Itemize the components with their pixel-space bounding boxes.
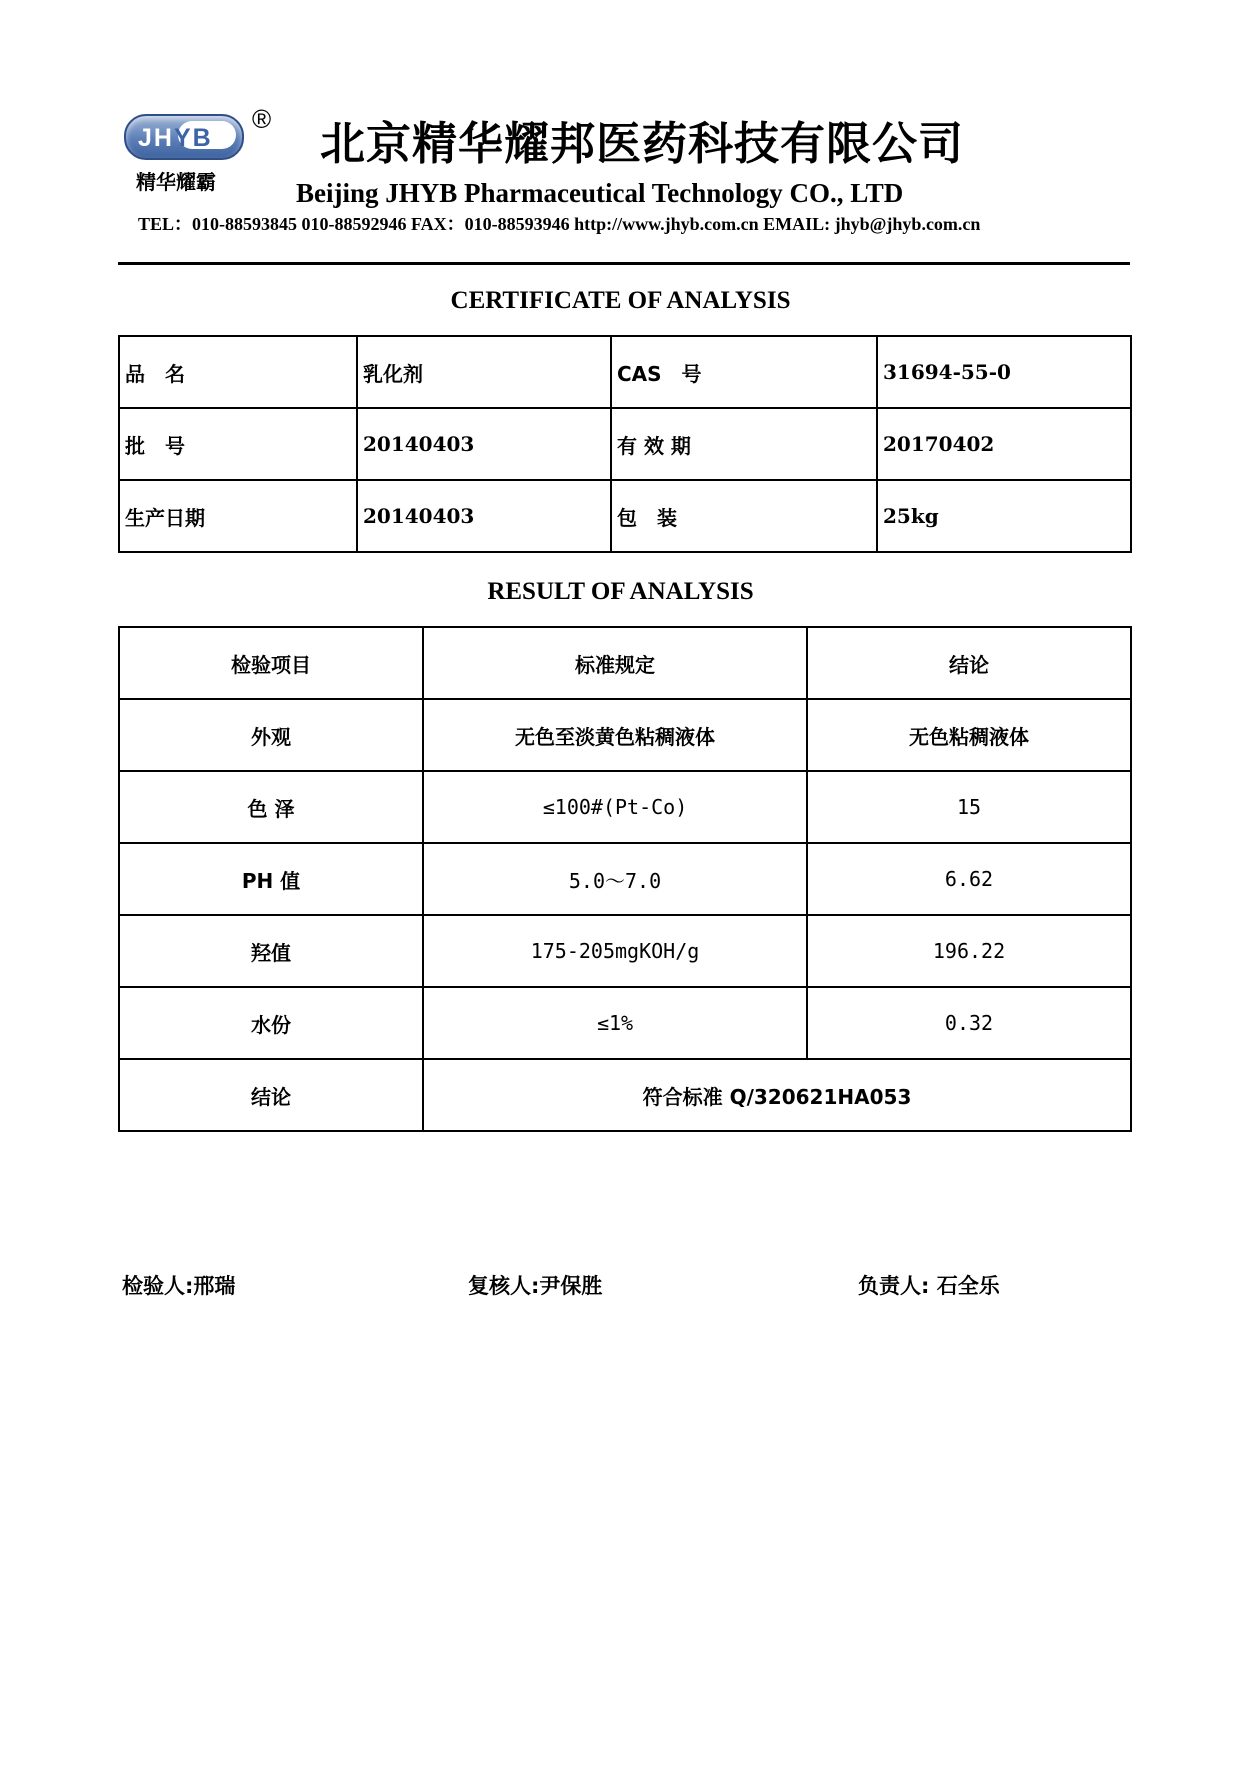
signature-reviewer: 复核人:尹保胜	[468, 1274, 603, 1298]
test-result: 6.62	[807, 843, 1131, 915]
header-divider	[118, 262, 1130, 265]
info-label-production-date: 生产日期	[119, 480, 357, 552]
registered-mark: ®	[252, 104, 272, 134]
info-label-product-name: 品 名	[119, 336, 357, 408]
info-value-cas: 31694-55-0	[877, 336, 1131, 408]
conclusion-row	[119, 1059, 1131, 1131]
header-standard: 标准规定	[423, 627, 807, 699]
test-standard: ≤100#(Pt-Co)	[423, 771, 807, 843]
signature-responsible: 负责人: 石全乐	[858, 1274, 1000, 1298]
header-test-item: 检验项目	[119, 627, 423, 699]
info-value-batch: 20140403	[357, 408, 611, 480]
certificate-title: CERTIFICATE OF ANALYSIS	[450, 287, 791, 314]
company-logo	[118, 104, 288, 204]
test-result: 196.22	[807, 915, 1131, 987]
test-result: 15	[807, 771, 1131, 843]
test-item: 色 泽	[119, 771, 423, 843]
conclusion-label: 结论	[119, 1059, 423, 1131]
test-item: PH 值	[119, 843, 423, 915]
signature-inspector: 检验人:邢瑞	[122, 1274, 236, 1298]
test-standard: ≤1%	[423, 987, 807, 1059]
info-value-expiry: 20170402	[877, 408, 1131, 480]
table-row	[119, 771, 1131, 843]
results-header-row	[119, 627, 1131, 699]
logo-text-white: JH	[138, 124, 174, 152]
table-row	[119, 843, 1131, 915]
logo-text-blue: YB	[173, 124, 213, 152]
info-value-production-date: 20140403	[357, 480, 611, 552]
table-row	[119, 699, 1131, 771]
test-result: 0.32	[807, 987, 1131, 1059]
test-item: 水份	[119, 987, 423, 1059]
info-value-product-name: 乳化剂	[357, 336, 611, 408]
info-label-package: 包 装	[611, 480, 877, 552]
info-value-package: 25kg	[877, 480, 1131, 552]
product-info-table	[118, 335, 1132, 553]
table-row	[119, 987, 1131, 1059]
test-item: 羟值	[119, 915, 423, 987]
table-row	[119, 915, 1131, 987]
logo-name-cn: 精华耀霸	[136, 170, 216, 194]
company-name-en: Beijing JHYB Pharmaceutical Technology CO., LTD	[296, 178, 904, 208]
info-label-batch: 批 号	[119, 408, 357, 480]
test-result: 无色粘稠液体	[807, 699, 1131, 771]
header-result: 结论	[807, 627, 1131, 699]
info-label-expiry: 有 效 期	[611, 408, 877, 480]
logo-badge	[124, 114, 244, 160]
test-item: 外观	[119, 699, 423, 771]
company-name-cn: 北京精华耀邦医药科技有限公司	[320, 117, 965, 170]
info-row	[119, 336, 1131, 408]
test-standard: 无色至淡黄色粘稠液体	[423, 699, 807, 771]
logo-text	[138, 124, 242, 152]
info-row	[119, 408, 1131, 480]
info-label-cas: CAS 号	[611, 336, 877, 408]
test-standard: 175-205mgKOH/g	[423, 915, 807, 987]
conclusion-value: 符合标准 Q/320621HA053	[423, 1059, 1131, 1131]
result-title: RESULT OF ANALYSIS	[487, 578, 754, 605]
test-standard: 5.0～7.0	[423, 843, 807, 915]
contact-line: TEL：010-88593845 010-88592946 FAX：010-88593946 http://www.jhyb.com.cn EMAIL: jhyb@jhyb.com.cn	[138, 214, 981, 234]
analysis-results-table	[118, 626, 1132, 1132]
info-row	[119, 480, 1131, 552]
